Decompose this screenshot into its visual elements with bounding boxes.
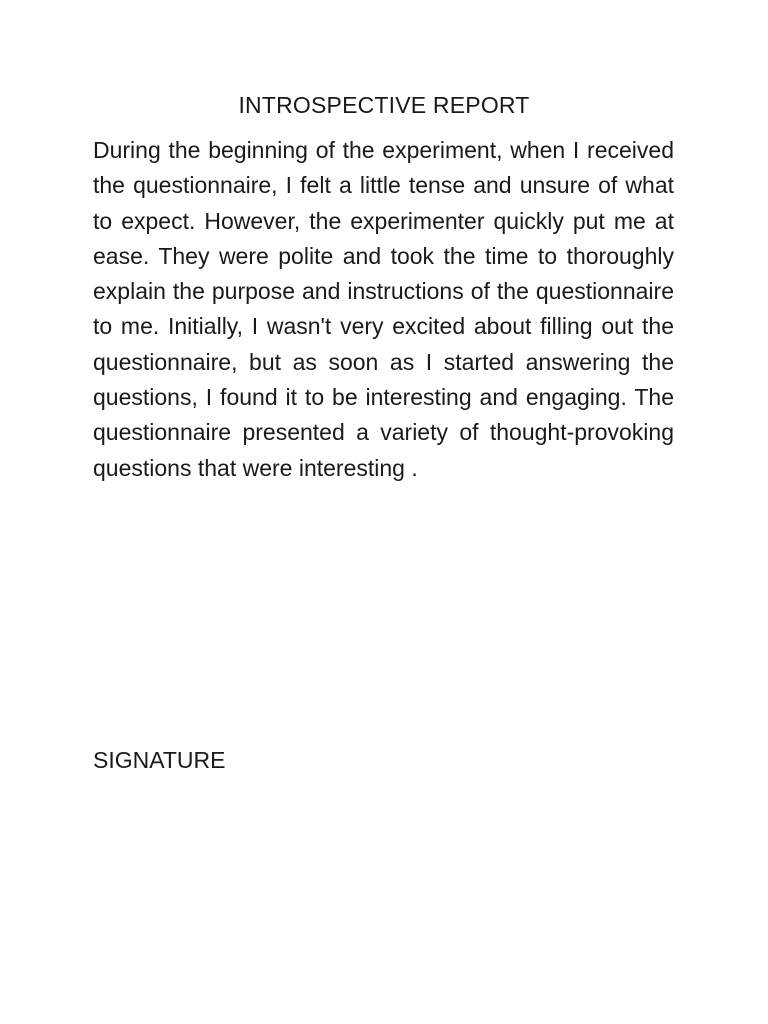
signature-label: SIGNATURE: [93, 747, 226, 773]
report-title: INTROSPECTIVE REPORT: [238, 92, 530, 118]
report-body-paragraph: During the beginning of the experiment, when I received the questionnaire, I felt a little tense and unsure of what to expect. However, the experimenter quickly put me at ease. They were polite and took the time to thoroughly explain the purpose and instructions of the questionnaire to me. Initially, I wasn't very excited about filling out the questionnaire, but as soon as I started answering the questions, I found it to be interesting and engaging. The questionnaire presented a variety of thought-provoking questions that were interesting .: [93, 137, 674, 481]
